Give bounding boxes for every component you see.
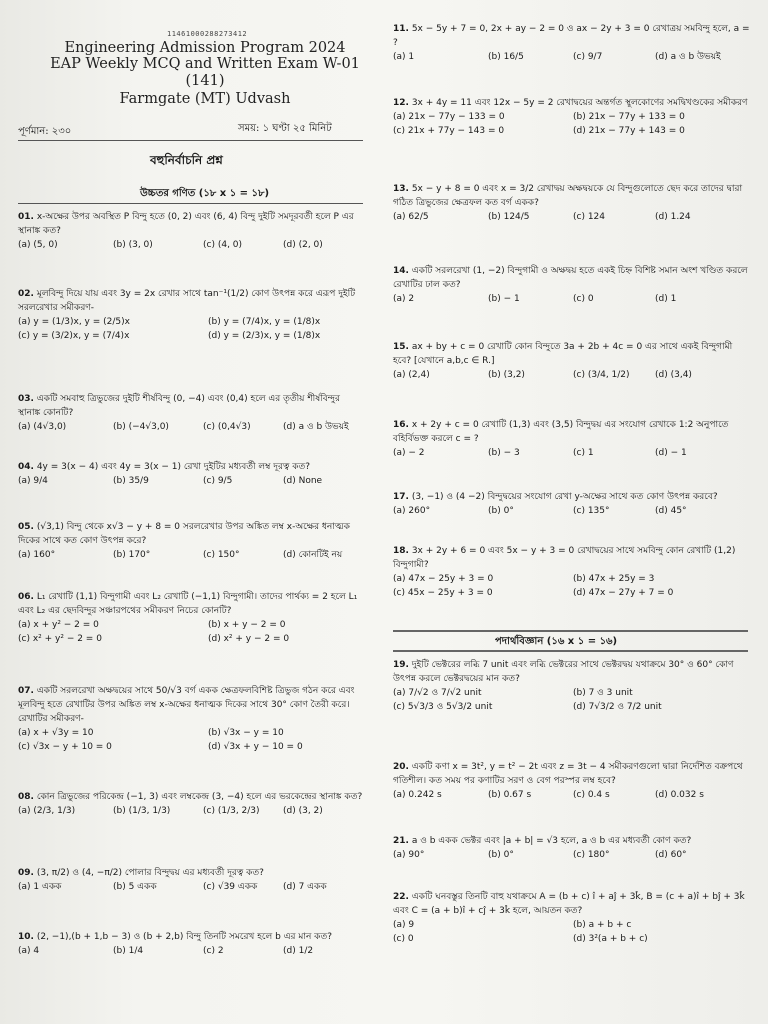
option-d[interactable]: (d) 7√3/2 ও 7/2 unit — [573, 702, 662, 712]
options-row — [393, 368, 753, 382]
option-c[interactable]: (c) (1/3, 2/3) — [203, 806, 260, 816]
question-21: 21. a ও b একক ভেক্টর এবং |a + b| = √3 হলে, a ও b এর মধ্যবর্তী কোণ কত? (a) 90° (b) 0° (c) 180° (d) 60° — [393, 834, 753, 862]
option-c[interactable]: (c) 180° — [573, 850, 610, 860]
option-a[interactable]: (a) y = (1/3)x, y = (2/5)x — [18, 317, 130, 327]
option-c[interactable]: (c) 124 — [573, 212, 606, 222]
question-13: 13. 5x − y + 8 = 0 এবং x = 3/2 রেখাদ্বয় অক্ষদ্বয়কে যে বিন্দুগুলোতে ছেদ করে তাদের দ্বারা গঠিত ত্রিভুজের ক্ষেত্রফল কত বর্গ একক? (a) 62/5 (b) 124/5 (c) 124 (d) 1.24 — [393, 182, 753, 224]
option-a[interactable]: (a) 9/4 — [18, 476, 48, 486]
question-08: 08. কোন ত্রিভুজের পরিকেন্দ্র (−1, 3) এবং লম্বকেন্দ্র (3, −4) হলে এর ভরকেন্দ্রের স্থানাঙ্ক কত? (a) (2/3, 1/3) (b) (1/3, 1/3) (c) (1/3, 2/3) (d) (3, 2) — [18, 792, 363, 816]
option-c[interactable]: (c) √39 একক — [203, 882, 258, 892]
options-row — [18, 804, 363, 818]
option-b[interactable]: (b) − 3 — [488, 448, 520, 458]
option-b[interactable]: (b) (3, 0) — [113, 240, 153, 250]
option-d[interactable]: (d) (3,4) — [655, 370, 692, 380]
option-d[interactable]: (d) 47x − 27y + 7 = 0 — [573, 588, 674, 598]
option-b[interactable]: (b) (−4√3,0) — [113, 422, 169, 432]
options-row — [18, 618, 363, 632]
option-c[interactable]: (c) x² + y² − 2 = 0 — [18, 634, 102, 644]
question-11: 11. 5x − 5y + 7 = 0, 2x + ay − 2 = 0 ও ax − 2y + 3 = 0 রেখাত্রয় সমবিন্দু হলে, a = ? (a) 1 (b) 16/5 (c) 9/7 (d) a ও b উভয়ই — [393, 22, 753, 64]
option-c[interactable]: (c) √3x − y + 10 = 0 — [18, 742, 112, 752]
option-b[interactable]: (b) 170° — [113, 550, 151, 560]
mcq-section-title: বহুনির্বাচনি প্রশ্ন — [150, 153, 223, 167]
option-d[interactable]: (d) 45° — [655, 506, 687, 516]
options-row — [18, 880, 363, 894]
question-14: 14. একটি সরলরেখা (1, −2) বিন্দুগামী ও অক্ষদ্বয় হতে একই চিহ্ন বিশিষ্ট সমান অংশ খণ্ডিত করলে রেখাটির ঢাল কত? (a) 2 (b) − 1 (c) 0 (d) 1 — [393, 264, 753, 306]
option-a[interactable]: (a) − 2 — [393, 448, 425, 458]
question-09: 09. (3, π/2) ও (4, −π/2) পোলার বিন্দুদ্বয় এর মধ্যবর্তী দূরত্ব কত? (a) 1 একক (b) 5 একক (c) √39 একক (d) 7 একক — [18, 866, 363, 894]
math-divider — [18, 203, 363, 204]
options-row — [18, 548, 363, 562]
option-d[interactable]: (d) x² + y − 2 = 0 — [208, 634, 290, 644]
option-a[interactable]: (a) 160° — [18, 550, 56, 560]
question-01: 01. x-অক্ষের উপর অবস্থিত P বিন্দু হতে (0, 2) এবং (6, 4) বিন্দু দুইটি সমদূরবর্তী হলে P এর স্থানাঙ্ক কত? (a) (5, 0) (b) (3, 0) (c) (4, 0) (d) (2, 0) — [18, 210, 363, 252]
options-row — [18, 420, 363, 434]
option-c[interactable]: (c) 5√3/3 ও 5√3/2 unit — [393, 702, 493, 712]
option-a[interactable]: (a) (2,4) — [393, 370, 430, 380]
option-a[interactable]: (a) 90° — [393, 850, 425, 860]
physics-section-title: পদার্থবিজ্ঞান (১৬ x ১ = ১৬) — [495, 636, 618, 647]
option-a[interactable]: (a) 260° — [393, 506, 431, 516]
option-b[interactable]: (b) (1/3, 1/3) — [113, 806, 171, 816]
option-b[interactable]: (b) 47x + 25y = 3 — [573, 574, 655, 584]
question-12: 12. 3x + 4y = 11 এবং 12x − 5y = 2 রেখাদ্বয়ের অন্তর্গত স্থূলকোণের সমদ্বিখণ্ডকের সমীকরণ (a) 21x − 77y − 133 = 0 (b) 21x − 77y + 133 = 0 (c) 21x + 77y − 143 = 0 (d) 21x − 77y + 143 = 0 — [393, 96, 753, 138]
option-c[interactable]: (c) 45x − 25y + 3 = 0 — [393, 588, 493, 598]
options-row — [393, 848, 753, 862]
option-d[interactable]: (d) (2, 0) — [283, 240, 323, 250]
option-a[interactable]: (a) 1 — [393, 52, 415, 62]
options-row — [393, 124, 753, 138]
option-b[interactable]: (b) 124/5 — [488, 212, 530, 222]
options-row — [393, 586, 753, 600]
question-17: 17. (3, −1) ও (4 −2) বিন্দুদ্বয়ের সংযোগ রেখা y-অক্ষের সাথে কত কোণ উৎপন্ন করবে? (a) 260° (b) 0° (c) 135° (d) 45° — [393, 490, 753, 518]
options-row — [393, 210, 753, 224]
option-b[interactable]: (b) 35/9 — [113, 476, 149, 486]
options-row — [393, 572, 753, 586]
options-row — [393, 446, 753, 460]
question-18: 18. 3x + 2y + 6 = 0 এবং 5x − y + 3 = 0 রেখাদ্বয়ের সাথে সমবিন্দু কোন রেখাটি (1,2) বিন্দুগামী? (a) 47x − 25y + 3 = 0 (b) 47x + 25y = 3 (c) 45x − 25y + 3 = 0 (d) 47x − 27y + 7 = 0 — [393, 544, 753, 600]
options-row — [18, 315, 363, 329]
option-d[interactable]: (d) 1.24 — [655, 212, 691, 222]
option-d[interactable]: (d) 3²(a + b + c) — [573, 934, 648, 944]
option-a[interactable]: (a) 21x − 77y − 133 = 0 — [393, 112, 505, 122]
question-15: 15. ax + by + c = 0 রেখাটি কোন বিন্দুতে 3a + 2b + 4c = 0 এর সাথে একই বিন্দুগামী হবে? [যেখানে a,b,c ∈ R.] (a) (2,4) (b) (3,2) (c) (3/4, 1/2) (d) (3,4) — [393, 340, 753, 382]
option-a[interactable]: (a) 1 একক — [18, 882, 62, 892]
question-05: 05. (√3,1) বিন্দু থেকে x√3 − y + 8 = 0 সরলরেখার উপর অঙ্কিত লম্ব x-অক্ষের ধনাত্মক দিকের সাথে কত কোণ উৎপন্ন করে? (a) 160° (b) 170° (c) 150° (d) কোনটিই নয় — [18, 520, 363, 562]
option-d[interactable]: (d) None — [283, 476, 323, 486]
option-a[interactable]: (a) (2/3, 1/3) — [18, 806, 76, 816]
option-c[interactable]: (c) 0 — [573, 294, 594, 304]
option-d[interactable]: (d) 1/2 — [283, 946, 314, 956]
option-b[interactable]: (b) 7 ও 3 unit — [573, 688, 633, 698]
option-a[interactable]: (a) (4√3,0) — [18, 422, 67, 432]
option-c[interactable]: (c) 9/5 — [203, 476, 233, 486]
option-c[interactable]: (c) 0.4 s — [573, 790, 610, 800]
option-d[interactable]: (d) − 1 — [655, 448, 687, 458]
options-row — [18, 944, 363, 958]
options-row — [18, 329, 363, 343]
options-row — [393, 50, 753, 64]
options-row — [393, 788, 753, 802]
center-name: Farmgate (MT) Udvash — [119, 91, 291, 107]
option-d[interactable]: (d) a ও b উভয়ই — [655, 52, 721, 62]
full-marks: পূর্ণমান: ২৩০ — [18, 126, 72, 137]
physics-divider-top — [393, 630, 748, 632]
option-b[interactable]: (b) 0° — [488, 850, 514, 860]
option-b[interactable]: (b) 16/5 — [488, 52, 524, 62]
question-19: 19. দুইটি ভেক্টরের লব্ধি 7 unit এবং লব্ধি ভেক্টরের সাথে ভেক্টরদ্বয় যথাক্রমে 30° ও 60° কোণ উৎপন্ন করলে ভেক্টরদ্বয়ের মান কত? (a) 7/√2 ও 7/√2 unit (b) 7 ও 3 unit (c) 5√3/3 ও 5√3/2 unit (d) 7√3/2 ও 7/2 unit — [393, 658, 753, 714]
option-d[interactable]: (d) y = (2/3)x, y = (1/8)x — [208, 331, 321, 341]
program-title: Engineering Admission Program 2024 — [64, 40, 346, 56]
options-row — [18, 740, 363, 754]
option-c[interactable]: (c) 150° — [203, 550, 240, 560]
option-c[interactable]: (c) 9/7 — [573, 52, 603, 62]
option-a[interactable]: (a) x + √3y = 10 — [18, 728, 94, 738]
option-c[interactable]: (c) (4, 0) — [203, 240, 243, 250]
option-b[interactable]: (b) 21x − 77y + 133 = 0 — [573, 112, 685, 122]
question-07: 07. একটি সরলরেখা অক্ষদ্বয়ের সাথে 50/√3 বর্গ একক ক্ষেত্রফলবিশিষ্ট ত্রিভুজ গঠন করে এবং মূলবিন্দু হতে রেখাটির উপর অঙ্কিত লম্ব x-অক্ষের ধনাত্মক দিকের সাথে 30° কোণ তৈরী করে। রেখাটির সমীকরণ- (a) x + √3y = 10 (b) √3x − y = 10 (c) √3x − y + 10 = 0 (d) √3x + y − 10 = 0 — [18, 684, 363, 754]
option-b[interactable]: (b) 5 একক — [113, 882, 157, 892]
option-a[interactable]: (a) 4 — [18, 946, 40, 956]
question-02: 02. মূলবিন্দু দিয়ে যায় এবং 3y = 2x রেখার সাথে tan⁻¹(1/2) কোণ উৎপন্ন করে এরূপ দুইটি সরলরেখার সমীকরণ- (a) y = (1/3)x, y = (2/5)x (b) y = (7/4)x, y = (1/8)x (c) y = (3/2)x, y = (7/4)x (d) y = (2/3)x, y = (1/8)x — [18, 287, 363, 343]
option-d[interactable]: (d) 1 — [655, 294, 677, 304]
option-b[interactable]: (b) x + y − 2 = 0 — [208, 620, 286, 630]
option-d[interactable]: (d) 0.032 s — [655, 790, 704, 800]
option-b[interactable]: (b) √3x − y = 10 — [208, 728, 284, 738]
exam-title: EAP Weekly MCQ and Written Exam W-01 — [50, 56, 360, 72]
option-a[interactable]: (a) 2 — [393, 294, 415, 304]
option-a[interactable]: (a) 7/√2 ও 7/√2 unit — [393, 688, 482, 698]
option-a[interactable]: (a) (5, 0) — [18, 240, 58, 250]
options-row — [393, 700, 753, 714]
option-d[interactable]: (d) a ও b উভয়ই — [283, 422, 349, 432]
option-c[interactable]: (c) 21x + 77y − 143 = 0 — [393, 126, 505, 136]
question-22: 22. একটি ঘনবস্তুর তিনটি বাহু যথাক্রমে A = (b + c) î + aĵ + 3k̂, B = (c + a)î + bĵ + 3k̂ এবং C = (a + b)î + cĵ + 3k̂ হলে, আয়তন কত? (a) 9 (b) a + b + c (c) 0 (d) 3²(a + b + c) — [393, 890, 753, 946]
option-b[interactable]: (b) y = (7/4)x, y = (1/8)x — [208, 317, 321, 327]
question-06: 06. L₁ রেখাটি (1,1) বিন্দুগামী এবং L₂ রেখাটি (−1,1) বিন্দুগামী। তাদের পার্থক্য = 2 হলে L₁ এবং L₂ এর ছেদবিন্দুর সঞ্চারপথের সমীকরণ নিচের কোনটি? (a) x + y² − 2 = 0 (b) x + y − 2 = 0 (c) x² + y² − 2 = 0 (d) x² + y − 2 = 0 — [18, 590, 363, 646]
options-row — [393, 504, 753, 518]
math-section-title: উচ্চতর গণিত (১৮ x ১ = ১৮) — [140, 188, 270, 199]
header-divider — [18, 140, 363, 141]
question-04: 04. 4y = 3(x − 4) এবং 4y = 3(x − 1) রেখা দুইটির মধ্যবর্তী লম্ব দূরত্ব কত? (a) 9/4 (b) 35/9 (c) 9/5 (d) None — [18, 460, 363, 488]
option-d[interactable]: (d) 7 একক — [283, 882, 327, 892]
physics-divider-bottom — [393, 650, 748, 652]
option-d[interactable]: (d) 21x − 77y + 143 = 0 — [573, 126, 685, 136]
options-row — [18, 726, 363, 740]
option-d[interactable]: (d) √3x + y − 10 = 0 — [208, 742, 303, 752]
option-b[interactable]: (b) (3,2) — [488, 370, 525, 380]
option-c[interactable]: (c) y = (3/2)x, y = (7/4)x — [18, 331, 130, 341]
exam-time: সময়: ১ ঘণ্টা ২৫ মিনিট — [238, 123, 332, 134]
option-c[interactable]: (c) 1 — [573, 448, 594, 458]
option-c[interactable]: (c) 0 — [393, 934, 414, 944]
question-03: 03. একটি সমবাহু ত্রিভুজের দুইটি শীর্ষবিন্দু (0, −4) এবং (0,4) হলে এর তৃতীয় শীর্ষবিন্দুর স্থানাঙ্ক কোনটি? (a) (4√3,0) (b) (−4√3,0) (c) (0,4√3) (d) a ও b উভয়ই — [18, 392, 363, 434]
option-b[interactable]: (b) 0.67 s — [488, 790, 532, 800]
option-d[interactable]: (d) 60° — [655, 850, 687, 860]
serial-number: 11461000288273412 — [167, 30, 248, 38]
option-c[interactable]: (c) 2 — [203, 946, 224, 956]
options-row — [18, 632, 363, 646]
option-a[interactable]: (a) 9 — [393, 920, 415, 930]
option-a[interactable]: (a) 0.242 s — [393, 790, 442, 800]
options-row — [393, 932, 753, 946]
option-c[interactable]: (c) (3/4, 1/2) — [573, 370, 630, 380]
options-row — [18, 474, 363, 488]
question-16: 16. x + 2y + c = 0 রেখাটি (1,3) এবং (3,5) বিন্দুদ্বয় এর সংযোগ রেখাকে 1:2 অনুপাতে বহির্বিভক্ত করলে c = ? (a) − 2 (b) − 3 (c) 1 (d) − 1 — [393, 418, 753, 460]
exam-code: (141) — [185, 73, 225, 89]
question-20: 20. একটি কণা x = 3t², y = t² − 2t এবং z = 3t − 4 সমীকরণগুলো দ্বারা নির্দেশিত বক্রপথে গতিশীল। কত সময় পর কণাটির সরণ ও বেগ পরস্পর লম্ব হবে? (a) 0.242 s (b) 0.67 s (c) 0.4 s (d) 0.032 s — [393, 760, 753, 802]
options-row — [393, 686, 753, 700]
option-d[interactable]: (d) কোনটিই নয় — [283, 550, 343, 560]
option-b[interactable]: (b) 1/4 — [113, 946, 144, 956]
option-a[interactable]: (a) x + y² − 2 = 0 — [18, 620, 99, 630]
option-b[interactable]: (b) a + b + c — [573, 920, 632, 930]
option-c[interactable]: (c) (0,4√3) — [203, 422, 251, 432]
options-row — [18, 238, 363, 252]
option-c[interactable]: (c) 135° — [573, 506, 610, 516]
option-b[interactable]: (b) 0° — [488, 506, 514, 516]
option-a[interactable]: (a) 47x − 25y + 3 = 0 — [393, 574, 494, 584]
options-row — [393, 110, 753, 124]
options-row — [393, 918, 753, 932]
options-row — [393, 292, 753, 306]
question-10: 10. (2, −1),(b + 1,b − 3) ও (b + 2,b) বিন্দু তিনটি সমরেখ হলে b এর মান কত? (a) 4 (b) 1/4 (c) 2 (d) 1/2 — [18, 930, 363, 958]
option-b[interactable]: (b) − 1 — [488, 294, 520, 304]
option-d[interactable]: (d) (3, 2) — [283, 806, 323, 816]
option-a[interactable]: (a) 62/5 — [393, 212, 429, 222]
